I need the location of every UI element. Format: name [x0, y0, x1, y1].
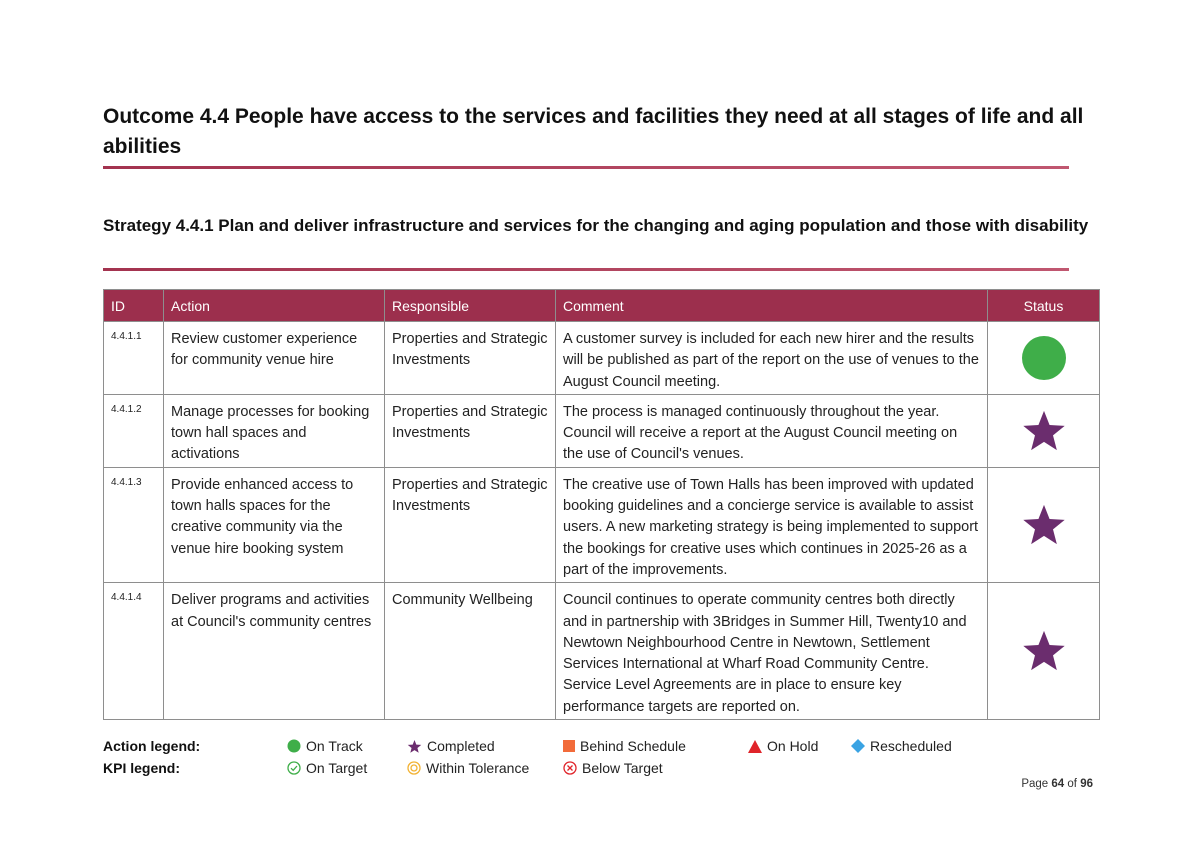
strategy-divider	[103, 268, 1069, 271]
row-responsible: Properties and Strategic Investments	[385, 322, 556, 395]
page-prefix: Page	[1021, 778, 1049, 790]
row-action: Manage processes for booking town hall spaces and activations	[164, 394, 385, 467]
purple-star-icon	[407, 739, 422, 754]
outcome-title: Outcome 4.4 People have access to the services and facilities they need at all stages of life and all abilities	[103, 105, 1084, 158]
legend-within-tolerance-label: Within Tolerance	[426, 760, 530, 776]
row-status	[988, 583, 1100, 720]
green-circle-icon	[287, 739, 301, 753]
legend-completed	[407, 737, 495, 755]
row-status	[988, 322, 1100, 395]
legend-rescheduled-label: Rescheduled	[870, 738, 952, 754]
table-row	[104, 394, 1100, 467]
row-action: Provide enhanced access to town halls spaces for the creative community via the venue hire booking system	[164, 467, 385, 582]
row-comment: A customer survey is included for each new hirer and the results will be published as part of the report on the use of venues to the August Council meeting.	[556, 322, 988, 395]
actions-table	[103, 289, 1100, 720]
red-triangle-icon	[748, 740, 762, 753]
legend-on-hold-label: On Hold	[767, 738, 819, 754]
row-id: 4.4.1.2	[104, 394, 164, 467]
red-x-circle-icon	[563, 761, 577, 775]
table-row	[104, 322, 1100, 395]
header-responsible: Responsible	[385, 290, 556, 322]
completed-star-icon	[1021, 408, 1067, 454]
completed-star-icon	[1021, 502, 1067, 548]
blue-diamond-icon	[851, 739, 865, 753]
header-comment: Comment	[556, 290, 988, 322]
table-row	[104, 583, 1100, 720]
page-current: 64	[1051, 778, 1065, 790]
table-row	[104, 467, 1100, 582]
header-action: Action	[164, 290, 385, 322]
strategy-title: Strategy 4.4.1 Plan and deliver infrastructure and services for the changing and aging population and those with disability	[103, 216, 1089, 235]
row-id: 4.4.1.3	[104, 467, 164, 582]
legend-on-track-label: On Track	[306, 738, 363, 754]
row-action: Review customer experience for community venue hire	[164, 322, 385, 395]
row-action: Deliver programs and activities at Council's community centres	[164, 583, 385, 720]
row-responsible: Community Wellbeing	[385, 583, 556, 720]
row-id: 4.4.1.1	[104, 322, 164, 395]
row-comment: The creative use of Town Halls has been improved with updated booking guidelines and a concierge service is available to assist users. A new marketing strategy is being implemented to support the bookings for creative uses which continues in 2025-26 as a part of the improvements.	[556, 467, 988, 582]
legend-below-target-label: Below Target	[582, 760, 663, 776]
legend-within-tolerance	[407, 759, 529, 777]
row-status	[988, 467, 1100, 582]
yellow-ring-icon	[407, 761, 421, 775]
outcome-divider	[103, 166, 1069, 169]
legend-on-track	[287, 737, 363, 755]
row-responsible: Properties and Strategic Investments	[385, 394, 556, 467]
row-responsible: Properties and Strategic Investments	[385, 467, 556, 582]
legend-below-target	[563, 759, 663, 777]
page-of: of	[1067, 778, 1077, 790]
on-track-circle-icon	[1022, 336, 1066, 380]
completed-star-icon	[1021, 628, 1067, 674]
row-id: 4.4.1.4	[104, 583, 164, 720]
header-status: Status	[988, 290, 1100, 322]
legend-completed-label: Completed	[427, 738, 495, 754]
legend-rescheduled	[851, 737, 952, 755]
legend-behind-schedule-label: Behind Schedule	[580, 738, 686, 754]
page-number	[960, 778, 1093, 790]
orange-square-icon	[563, 740, 575, 752]
table-header-row	[104, 290, 1100, 322]
row-status	[988, 394, 1100, 467]
row-comment: Council continues to operate community centres both directly and in partnership with 3Bridges in Summer Hill, Twenty10 and Newtown Neighbourhood Centre in Newtown, Settlement Services International at Wharf Road Community Centre. Service Level Agreements are in place to ensure key performance targets are reported on.	[556, 583, 988, 720]
page-total: 96	[1080, 778, 1093, 790]
row-comment: The process is managed continuously throughout the year. Council will receive a report at the August Council meeting on the use of Council's venues.	[556, 394, 988, 467]
action-legend-label: Action legend:	[103, 738, 201, 754]
legend-on-target-label: On Target	[306, 760, 368, 776]
legend-on-target	[287, 759, 367, 777]
green-check-circle-icon	[287, 761, 301, 775]
legend-behind-schedule	[563, 737, 686, 755]
legend-on-hold	[748, 737, 818, 755]
kpi-legend-label: KPI legend:	[103, 760, 181, 776]
header-id: ID	[104, 290, 164, 322]
